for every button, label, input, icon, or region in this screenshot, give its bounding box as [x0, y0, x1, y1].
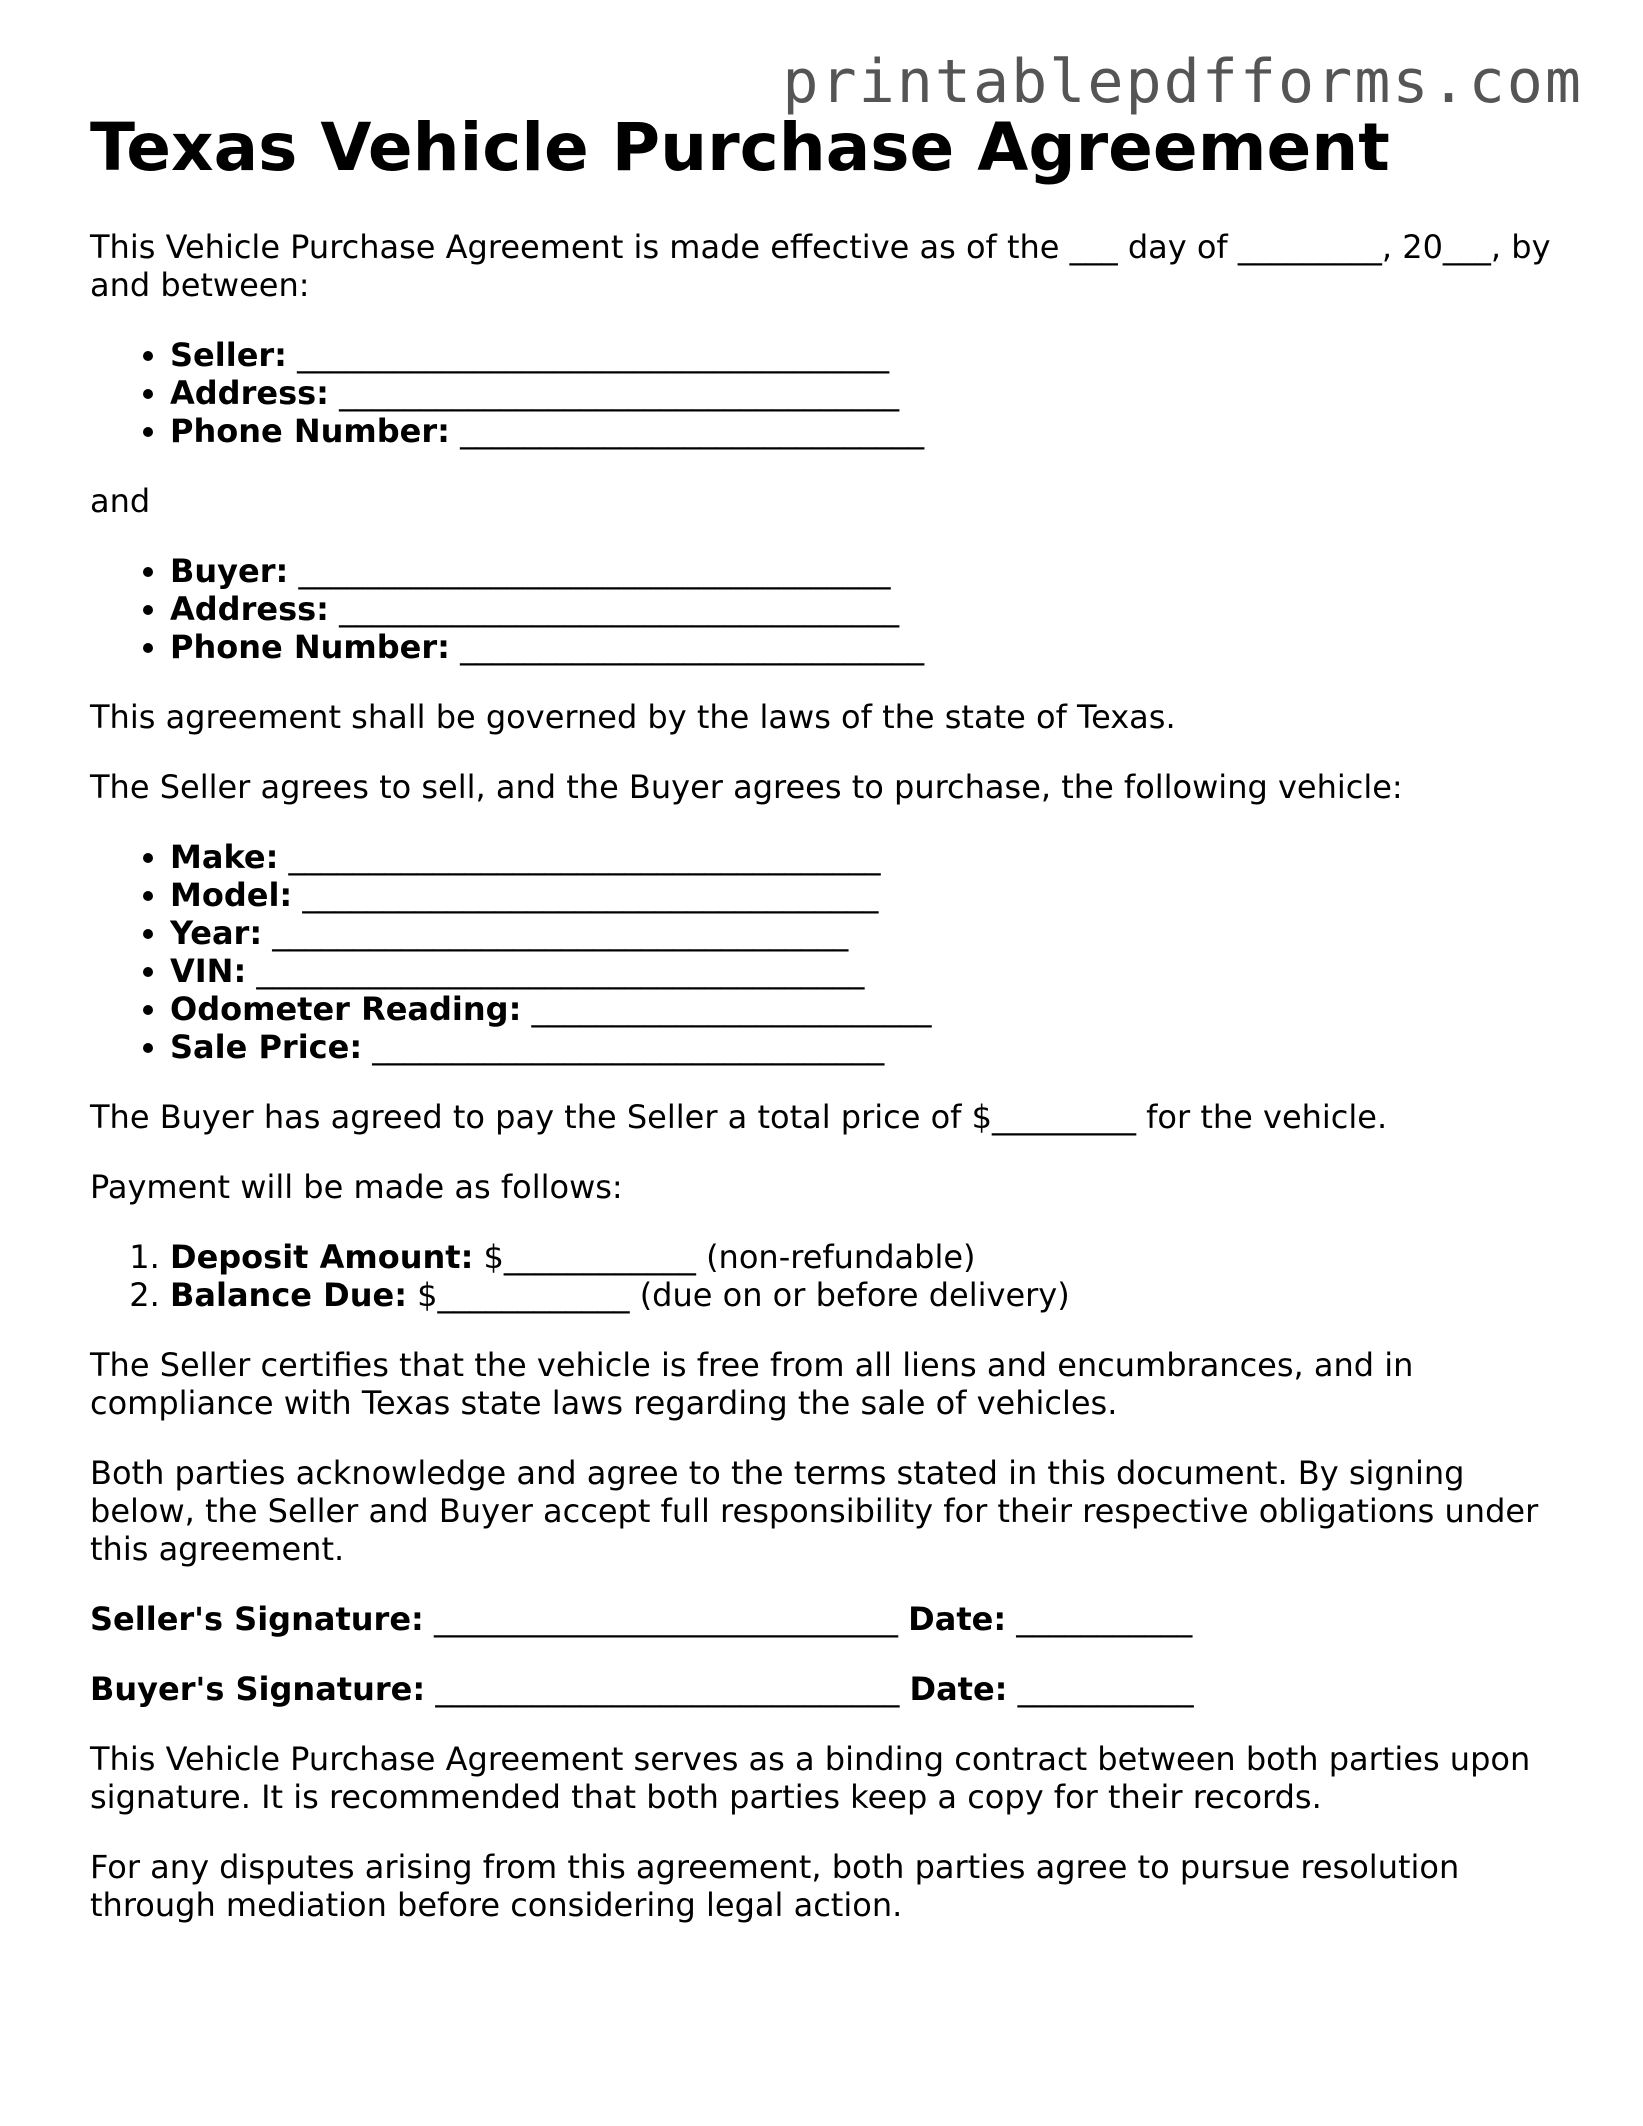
vehicle-field-odometer [170, 990, 1560, 1028]
vehicle-field-vin [170, 952, 1560, 990]
field-blank: _________________________ [531, 989, 932, 1028]
vehicle-field-model [170, 876, 1560, 914]
payment-label: Deposit Amount: [170, 1237, 474, 1276]
seller-field-address [170, 374, 1560, 412]
payment-text: $____________ (non-refundable) [473, 1237, 976, 1276]
disputes-paragraph: For any disputes arising from this agreement, both parties agree to pursue resolution through mediation before considering legal action. [90, 1847, 1460, 1924]
field-blank: ___________________________________ [339, 589, 900, 628]
signature-blank: _____________________________ [435, 1669, 900, 1708]
document-page [90, 110, 1560, 1956]
signature-blank: _____________________________ [433, 1599, 898, 1638]
intro-paragraph: This Vehicle Purchase Agreement is made effective as of the ___ day of _________, 20___, by and between: [90, 227, 1551, 304]
buyer-field-phone [170, 628, 1560, 666]
field-label: Odometer Reading: [170, 989, 522, 1028]
seller-field-seller [170, 336, 1560, 374]
signature-label: Seller's Signature: [90, 1599, 424, 1638]
field-label: Address: [170, 589, 329, 628]
payment-intro-paragraph: Payment will be made as follows: [90, 1167, 623, 1206]
field-blank: ____________________________________ [272, 913, 849, 952]
watermark: printablepdfforms.com [782, 47, 1583, 117]
field-label: Sale Price: [170, 1027, 363, 1066]
binding-contract-paragraph: This Vehicle Purchase Agreement serves as a binding contract between both parties upon signature. It is recommended that both parties keep a copy for their records. [90, 1739, 1531, 1816]
field-label: Phone Number: [170, 627, 450, 666]
payment-label: Balance Due: [170, 1275, 407, 1314]
payment-text: $____________ (due on or before delivery) [406, 1275, 1070, 1314]
field-blank: ______________________________________ [256, 951, 865, 990]
page-title: Texas Vehicle Purchase Agreement [90, 109, 1390, 186]
date-label: Date: [908, 1599, 1007, 1638]
field-blank: _____________________________________ [298, 551, 891, 590]
field-label: Buyer: [170, 551, 289, 590]
buyer-field-buyer [170, 552, 1560, 590]
field-blank: ____________________________________ [302, 875, 879, 914]
field-blank: _____________________________ [460, 411, 925, 450]
field-label: Model: [170, 875, 293, 914]
field-blank: _____________________________________ [297, 335, 890, 374]
date-blank: ___________ [1016, 1599, 1193, 1638]
liens-paragraph: The Seller certifies that the vehicle is free from all liens and encumbrances, and in compliance with Texas state laws regarding the sale of vehicles. [90, 1345, 1414, 1422]
vehicle-field-make [170, 838, 1560, 876]
sale-statement-paragraph: The Seller agrees to sell, and the Buyer agrees to purchase, the following vehicle: [90, 767, 1403, 806]
buyer-field-address [170, 590, 1560, 628]
field-label: Make: [170, 837, 279, 876]
total-price-paragraph: The Buyer has agreed to pay the Seller a total price of $_________ for the vehicle. [90, 1097, 1388, 1136]
field-label: Phone Number: [170, 411, 450, 450]
field-label: Year: [170, 913, 263, 952]
seller-fields-list [90, 336, 1560, 450]
vehicle-field-year [170, 914, 1560, 952]
payment-items-list [90, 1238, 1560, 1314]
buyer-fields-list [90, 552, 1560, 666]
field-label: Seller: [170, 335, 287, 374]
payment-item-balance [170, 1276, 1560, 1314]
seller-field-phone [170, 412, 1560, 450]
and-text: and [90, 481, 151, 520]
seller-signature-line [90, 1600, 1560, 1638]
date-label: Date: [909, 1669, 1008, 1708]
governing-law-paragraph: This agreement shall be governed by the laws of the state of Texas. [90, 697, 1176, 736]
vehicle-fields-list [90, 838, 1560, 1066]
field-label: VIN: [170, 951, 247, 990]
field-blank: _____________________________ [460, 627, 925, 666]
field-blank: ________________________________ [372, 1027, 885, 1066]
vehicle-field-sale-price [170, 1028, 1560, 1066]
field-blank: _____________________________________ [288, 837, 881, 876]
buyer-signature-line [90, 1670, 1560, 1708]
payment-item-deposit [170, 1238, 1560, 1276]
field-label: Address: [170, 373, 329, 412]
signature-label: Buyer's Signature: [90, 1669, 426, 1708]
field-blank: ___________________________________ [339, 373, 900, 412]
acknowledgement-paragraph: Both parties acknowledge and agree to the terms stated in this document. By signing below, the Seller and Buyer accept full responsibility for their respective obligations under this agreement. [90, 1453, 1539, 1568]
date-blank: ___________ [1017, 1669, 1194, 1708]
